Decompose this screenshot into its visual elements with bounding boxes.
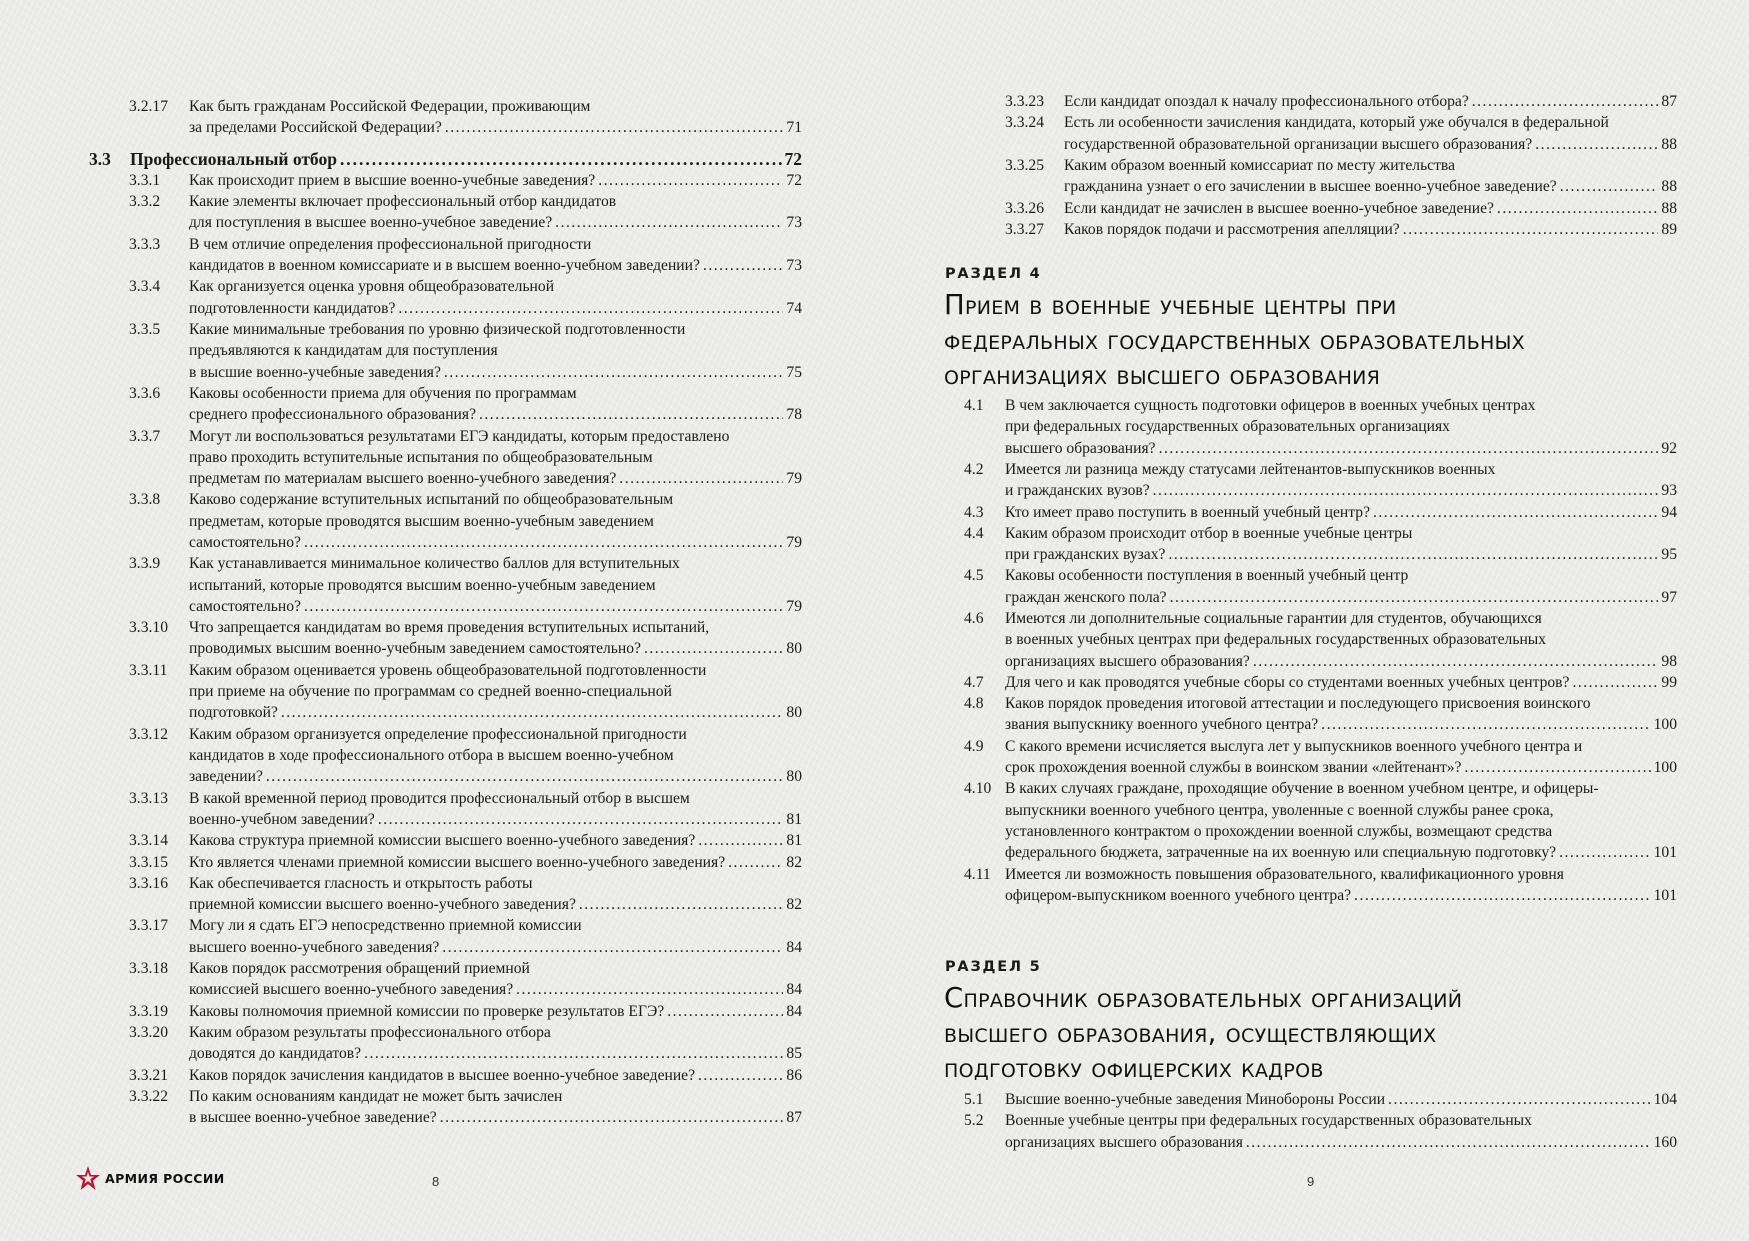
toc-entry-page: 86	[786, 1066, 802, 1084]
toc-entry-title: самостоятельно?	[189, 597, 301, 615]
toc-entry-number: 4.7	[964, 673, 984, 691]
toc-entry-title: предметам по материалам высшего военно-учебного заведения?	[189, 470, 617, 488]
dot-leader	[555, 212, 783, 233]
toc-entry-title: комиссией высшего военно-учебного заведения?	[189, 981, 514, 999]
toc-entry-title: высшего образования?	[1005, 439, 1156, 457]
toc-entry-title: среднего профессионального образования?	[189, 406, 476, 424]
dot-leader	[1170, 587, 1659, 608]
toc-entry-page: 71	[786, 119, 802, 137]
toc-entry-line: Как организуется оценка уровня общеобразовательной	[189, 278, 555, 296]
dot-leader	[1159, 438, 1659, 459]
dot-leader	[667, 1001, 783, 1022]
dot-leader	[1497, 198, 1658, 219]
toc-entry-number: 4.8	[964, 695, 984, 713]
toc-entry-page: 100	[1653, 716, 1677, 734]
dot-leader	[398, 298, 783, 319]
toc-entry-line: Каковы особенности приема для обучения по программам	[189, 384, 577, 402]
toc-entry-number: 3.3.13	[129, 789, 168, 807]
dot-leader	[1572, 672, 1658, 693]
toc-entry-line: Каким образом результаты профессионального отбора	[189, 1023, 551, 1041]
right-page	[874, 0, 1749, 1241]
toc-entry-page: 79	[786, 597, 802, 615]
toc-entry-title: подготовленности кандидатов?	[189, 299, 396, 317]
dot-leader	[1373, 502, 1658, 523]
toc-entry-page: 89	[1661, 220, 1677, 238]
toc-entry-number: 3.3.1	[129, 171, 161, 189]
toc-entry-title: Каковы полномочия приемной комиссии по проверке результатов ЕГЭ?	[189, 1002, 665, 1020]
toc-entry-line: Каким образом организуется определение профессиональной пригодности	[189, 725, 687, 743]
toc-entry-number: 3.3.9	[129, 555, 161, 573]
toc-entry-number: 5.2	[964, 1112, 984, 1130]
toc-entry-page: 85	[786, 1045, 802, 1063]
toc-entry-page: 82	[786, 896, 802, 914]
toc-entry-line: Имеется ли возможность повышения образовательного, квалификационного уровня	[1005, 865, 1564, 883]
toc-entry-number: 3.2.17	[129, 98, 168, 115]
toc-entry-line: испытаний, которые проводятся высшим военно-учебным заведением	[189, 576, 656, 594]
dot-leader	[1253, 651, 1659, 672]
toc-entry-number: 4.6	[964, 610, 984, 627]
toc-entry-title: доводятся до кандидатов?	[189, 1045, 362, 1063]
section-title-line: федеральных государственных образовательных	[944, 324, 1526, 356]
toc-entry-title: граждан женского пола?	[1005, 588, 1167, 606]
dot-leader	[445, 117, 784, 138]
toc-entry-line: Каков порядок рассмотрения обращений приемной	[189, 960, 530, 977]
dot-leader	[1403, 219, 1659, 240]
toc-entry-number: 5.1	[964, 1091, 984, 1108]
toc-entry-number: 4.4	[964, 524, 984, 542]
toc-entry-line: при федеральных государственных образовательных организациях	[1005, 418, 1450, 436]
page-number: 9	[1307, 1174, 1315, 1189]
toc-entry-number: 3.3.4	[129, 278, 161, 296]
toc-entry-number: 3.3.7	[129, 427, 161, 445]
dot-leader	[1168, 544, 1658, 565]
toc-entry-line: в военных учебных центрах при федеральных государственных образовательных	[1005, 631, 1547, 649]
dot-leader	[1246, 1132, 1651, 1153]
toc-entry-line: Каков порядок проведения итоговой аттестации и последующего присвоения воинского	[1005, 695, 1591, 713]
toc-entry-page: 80	[786, 768, 802, 786]
toc-entry-title: организациях высшего образования?	[1005, 652, 1250, 670]
toc-entry-title: военно-учебном заведении?	[189, 810, 375, 828]
toc-entry-title: Высшие военно-учебные заведения Минобороны России	[1005, 1091, 1386, 1108]
dot-leader	[364, 1043, 783, 1064]
dot-leader	[479, 404, 783, 425]
toc-entry-title: федерального бюджета, затраченные на их военную или специальную подготовку?	[1005, 844, 1557, 862]
toc-entry-line: право проходить вступительные испытания по общеобразовательным	[189, 448, 653, 466]
toc-entry-title: самостоятельно?	[189, 533, 301, 551]
toc-entry-page: 74	[786, 299, 802, 317]
toc-entry-line: В чем отличие определения профессиональной пригодности	[189, 235, 592, 253]
dot-leader	[340, 149, 782, 170]
toc-entry-number: 3.3.23	[1005, 93, 1044, 110]
dot-leader	[1388, 1089, 1651, 1110]
section-title-line: высшего образования, осуществляющих	[944, 1017, 1437, 1049]
toc-entry-number: 3.3.14	[129, 832, 168, 850]
toc-entry-page: 101	[1653, 844, 1677, 862]
toc-entry-title: срок прохождения военной службы в воинском звании «лейтенант»?	[1005, 759, 1462, 777]
dot-leader	[442, 937, 783, 958]
toc-entry-line: Какие минимальные требования по уровню физической подготовленности	[189, 321, 686, 338]
section-title-line: Справочник образовательных организаций	[944, 982, 1463, 1014]
toc-entry-number: 3.3	[89, 148, 111, 169]
toc-entry-number: 3.3.5	[129, 321, 161, 338]
section-4-title	[944, 288, 1704, 393]
toc-entry-title: государственной образовательной организации высшего образования?	[1064, 135, 1533, 153]
toc-entry-title: кандидатов в военном комиссариате и в высшем военно-учебном заведении?	[189, 257, 700, 275]
toc-entry-line: Имеются ли дополнительные социальные гарантии для студентов, обучающихся	[1005, 610, 1542, 627]
toc-entry-page: 84	[786, 938, 802, 956]
toc-entry-page: 97	[1661, 588, 1677, 606]
dot-leader	[644, 638, 783, 659]
toc-entry-line: при приеме на обучение по программам со средней военно-специальной	[189, 683, 672, 701]
toc-entry-line: Могу ли я сдать ЕГЭ непосредственно приемной комиссии	[189, 917, 582, 935]
dot-leader	[266, 766, 784, 787]
toc-entry-line: Могут ли воспользоваться результатами ЕГЭ кандидаты, которым предоставлено	[189, 427, 730, 445]
toc-entry-title: Профессиональный отбор	[130, 148, 337, 169]
dot-leader	[598, 170, 783, 191]
toc-entry-title: офицером-выпускником военного учебного центра?	[1005, 886, 1352, 904]
toc-entry-title: звания выпускнику военного учебного центра?	[1005, 716, 1319, 734]
toc-entry-title: при гражданских вузах?	[1005, 546, 1166, 564]
toc-entry-number: 4.3	[964, 503, 984, 521]
toc-entry-page: 94	[1661, 503, 1677, 521]
dot-leader	[440, 1107, 784, 1128]
toc-entry-line: Военные учебные центры при федеральных государственных образовательных	[1005, 1112, 1532, 1130]
toc-entry-title: за пределами Российской Федерации?	[189, 119, 442, 137]
toc-entry-page: 98	[1661, 652, 1677, 670]
toc-entry-page: 95	[1661, 546, 1677, 564]
toc-entry-title: Если кандидат опоздал к началу профессионального отбора?	[1064, 93, 1469, 110]
toc-entry-line: Что запрещается кандидатам во время проведения вступительных испытаний,	[189, 619, 710, 637]
toc-entry-page: 72	[786, 171, 802, 189]
toc-entry-line: выпускники военного учебного центра, уволенные с военной службы ранее срока,	[1005, 801, 1554, 819]
dot-leader	[1559, 842, 1651, 863]
toc-entry-number: 3.3.24	[1005, 114, 1044, 132]
toc-entry-title: Каков порядок подачи и рассмотрения апелляции?	[1064, 220, 1400, 238]
section-title-line: Прием в военные учебные центры при	[944, 289, 1397, 321]
dot-leader	[1535, 134, 1658, 155]
toc-entry-page: 80	[786, 704, 802, 722]
toc-entry-page: 101	[1653, 886, 1677, 904]
toc-entry-page: 73	[786, 257, 802, 275]
toc-entry-line: Каковы особенности поступления в военный учебный центр	[1005, 567, 1409, 585]
toc-entry-line: По каким основаниям кандидат не может быть зачислен	[189, 1087, 563, 1105]
toc-entry-page: 84	[786, 1002, 802, 1020]
toc-entry-line: предъявляются к кандидатам для поступления	[189, 342, 498, 360]
dot-leader	[579, 894, 784, 915]
toc-entry-line: Как обеспечивается гласность и открытость работы	[189, 874, 533, 892]
toc-entry-title: Какова структура приемной комиссии высшего военно-учебного заведения?	[189, 832, 696, 850]
toc-entry-page: 88	[1661, 178, 1677, 196]
toc-entry-line: кандидатов в ходе профессионального отбора в высшем военно-учебном	[189, 746, 674, 764]
toc-entry-number: 3.3.26	[1005, 199, 1044, 217]
toc-entry-page: 82	[786, 853, 802, 871]
toc-entry-title: заведении?	[189, 768, 263, 786]
dot-leader	[1464, 757, 1650, 778]
toc-entry-number: 4.5	[964, 567, 984, 585]
toc-entry-title: Для чего и как проводятся учебные сборы со студентами военных учебных центров?	[1005, 673, 1570, 691]
logo-text: АРМИЯ РОССИИ	[105, 1170, 225, 1186]
toc-entry-title: высшего военно-учебного заведения?	[189, 938, 440, 956]
toc-entry-number: 3.3.22	[129, 1087, 168, 1105]
toc-entry-number: 4.10	[964, 780, 992, 798]
toc-entry-title: Как происходит прием в высшие военно-учебные заведения?	[189, 171, 596, 189]
toc-entry-page: 160	[1653, 1133, 1677, 1151]
toc-entry-line: Как быть гражданам Российской Федерации, проживающим	[189, 98, 591, 115]
toc-entry-number: 3.3.15	[129, 853, 168, 871]
dot-leader	[1472, 91, 1659, 112]
toc-entry-title: Каков порядок зачисления кандидатов в высшее военно-учебное заведение?	[189, 1066, 696, 1084]
section-5-title	[944, 981, 1704, 1086]
toc-entry-page: 87	[1661, 93, 1677, 110]
toc-entry-title: проводимых высшим военно-учебным заведением самостоятельно?	[189, 640, 641, 658]
toc-entry-page: 87	[786, 1109, 802, 1127]
toc-entry-line: Имеется ли разница между статусами лейтенантов-выпускников военных	[1005, 460, 1496, 478]
toc-entry-title: в высшие военно-учебные заведения?	[189, 363, 441, 381]
toc-entry-page: 88	[1661, 199, 1677, 217]
toc-entry-number: 3.3.2	[129, 193, 161, 211]
toc-entry-title: и гражданских вузов?	[1005, 482, 1150, 500]
toc-entry-title: организациях высшего образования	[1005, 1133, 1243, 1151]
toc-entry-line: Как устанавливается минимальное количество баллов для вступительных	[189, 555, 680, 573]
toc-entry-page: 100	[1653, 759, 1677, 777]
toc-entry-page: 92	[1661, 439, 1677, 457]
toc-entry-page: 81	[786, 832, 802, 850]
dot-leader	[516, 979, 783, 1000]
toc-entry-title: подготовкой?	[189, 704, 278, 722]
toc-entry-number: 3.3.16	[129, 874, 168, 892]
toc-entry-page: 93	[1661, 482, 1677, 500]
page-number: 8	[432, 1174, 440, 1189]
dot-leader	[378, 809, 784, 830]
toc-entry-title: для поступления в высшее военно-учебное заведение?	[189, 214, 553, 232]
toc-entry-title: в высшее военно-учебное заведение?	[189, 1109, 437, 1127]
dot-leader	[1560, 176, 1659, 197]
dot-leader	[444, 362, 784, 383]
toc-entry-page: 104	[1653, 1091, 1677, 1108]
toc-entry-number: 3.3.27	[1005, 220, 1044, 238]
army-logo	[75, 1165, 225, 1191]
toc-entry-page: 88	[1661, 135, 1677, 153]
toc-entry-page: 84	[786, 981, 802, 999]
toc-entry-number: 4.1	[964, 397, 984, 414]
dot-leader	[619, 468, 783, 489]
section-title-line: организациях высшего образования	[944, 359, 1381, 391]
toc-entry-line: С какого времени исчисляется выслуга лет у выпускников военного учебного центра и	[1005, 737, 1583, 755]
dot-leader	[698, 830, 783, 851]
dot-leader	[1354, 885, 1651, 906]
toc-entry-number: 3.3.19	[129, 1002, 168, 1020]
toc-entry-number: 3.3.18	[129, 960, 168, 977]
toc-entry-line: В какой временной период проводится профессиональный отбор в высшем	[189, 789, 690, 807]
toc-entry-title: Кто является членами приемной комиссии высшего военно-учебного заведения?	[189, 853, 726, 871]
toc-entry-line: установленного контрактом о прохождении военной службы, возмещают средства	[1005, 822, 1553, 840]
toc-entry-page: 80	[786, 640, 802, 658]
toc-entry-number: 3.3.3	[129, 235, 161, 253]
toc-entry-number: 3.3.20	[129, 1023, 168, 1041]
toc-entry-page: 79	[786, 470, 802, 488]
left-page	[0, 0, 874, 1241]
toc-entry-line: Какие элементы включает профессиональный отбор кандидатов	[189, 193, 617, 211]
toc-entry-page: 72	[784, 148, 802, 169]
toc-entry-title: Если кандидат не зачислен в высшее военно-учебное заведение?	[1064, 199, 1494, 217]
section-title-line: подготовку офицерских кадров	[944, 1052, 1324, 1084]
toc-entry-number: 3.3.12	[129, 725, 168, 743]
toc-entry-number: 4.11	[964, 865, 991, 883]
toc-entry-number: 4.9	[964, 737, 984, 755]
toc-entry-title: гражданина узнает о его зачислении в высшее военно-учебное заведение?	[1064, 178, 1557, 196]
dot-leader	[728, 852, 783, 873]
toc-entry-page: 75	[786, 363, 802, 381]
toc-entry-line: предметам, которые проводятся высшим военно-учебным заведением	[189, 512, 654, 530]
toc-entry-page: 99	[1661, 673, 1677, 691]
toc-entry-line: Каким образом происходит отбор в военные учебные центры	[1005, 524, 1413, 542]
section-4-label: РАЗДЕЛ 4	[945, 266, 1042, 282]
toc-entry-line: В каких случаях граждане, проходящие обучение в военном учебном центре, и офицеры-	[1005, 780, 1599, 798]
toc-entry-line: Каково содержание вступительных испытаний по общеобразовательным	[189, 491, 674, 509]
toc-entry-title: приемной комиссии высшего военно-учебного заведения?	[189, 896, 576, 914]
toc-entry-page: 79	[786, 533, 802, 551]
red-star-icon	[75, 1165, 101, 1191]
toc-entry-title: Кто имеет право поступить в военный учебный центр?	[1005, 503, 1370, 521]
toc-entry-number: 3.3.17	[129, 917, 168, 935]
dot-leader	[281, 702, 784, 723]
section-5-label: РАЗДЕЛ 5	[945, 959, 1042, 975]
dot-leader	[304, 532, 783, 553]
toc-entry-number: 3.3.10	[129, 619, 168, 637]
dot-leader	[1321, 714, 1650, 735]
dot-leader	[304, 596, 783, 617]
toc-entry-number: 3.3.11	[129, 661, 168, 679]
toc-entry-line: Есть ли особенности зачисления кандидата, который уже обучался в федеральной	[1064, 114, 1609, 132]
dot-leader	[698, 1065, 783, 1086]
toc-entry-number: 3.3.25	[1005, 156, 1044, 174]
toc-entry-line: Каким образом оценивается уровень общеобразовательной подготовленности	[189, 661, 707, 679]
toc-entry-page: 78	[786, 406, 802, 424]
toc-entry-number: 3.3.21	[129, 1066, 168, 1084]
toc-entry-number: 3.3.6	[129, 384, 161, 402]
toc-entry-number: 3.3.8	[129, 491, 161, 509]
dot-leader	[1153, 480, 1659, 501]
dot-leader	[703, 255, 783, 276]
toc-entry-number: 4.2	[964, 460, 984, 478]
toc-entry-page: 73	[786, 214, 802, 232]
toc-entry-line: В чем заключается сущность подготовки офицеров в военных учебных центрах	[1005, 397, 1536, 414]
toc-entry-page: 81	[786, 810, 802, 828]
toc-entry-line: Каким образом военный комиссариат по месту жительства	[1064, 156, 1455, 174]
